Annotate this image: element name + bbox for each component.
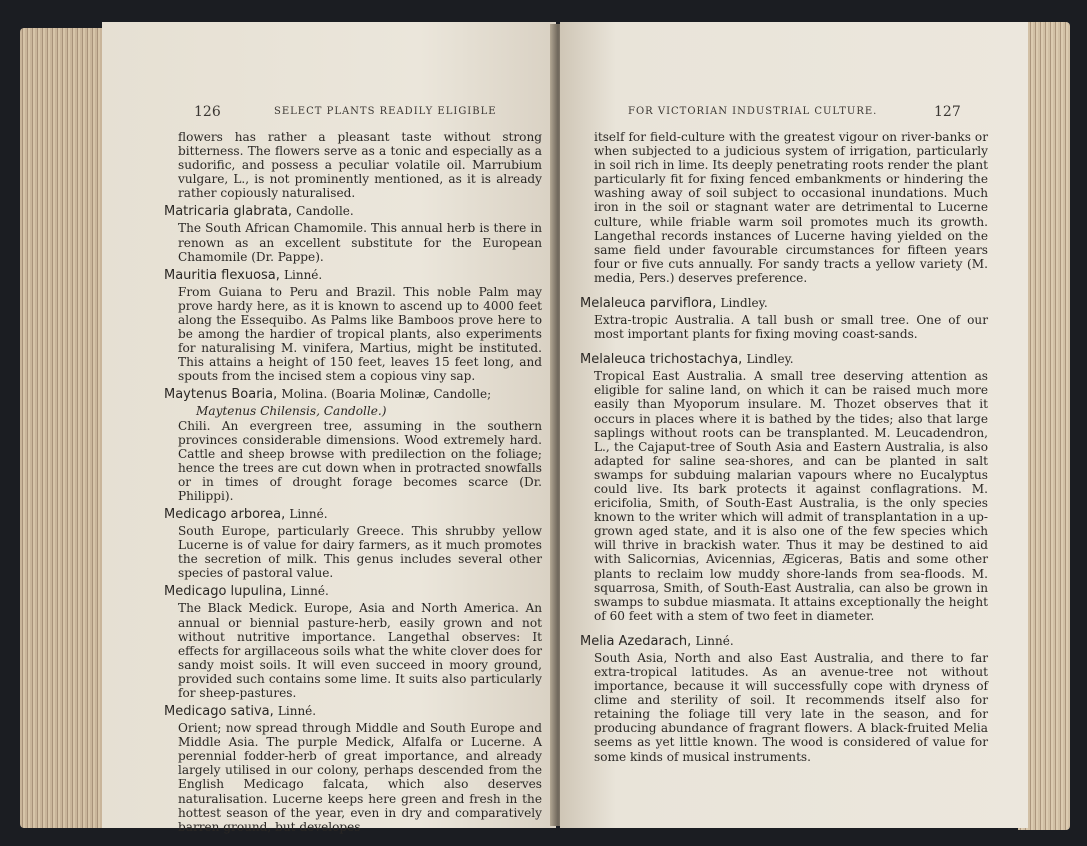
entry-heading [164, 267, 542, 284]
species-name: Maytenus Boaria, [164, 387, 278, 403]
synonym: Maytenus Chilensis, Candolle.) [196, 404, 387, 419]
entry-text: The Black Medick. Europe, Asia and North America. An annual or biennial pasture-herb, easily grown and not without nutritive importance. Langethal observes: It effects for argillaceous soils what the white clover does for sandy moist soils. It will even succeed in moory ground, provided such contains some lime. It suits also particularly for sheep-pastures. [178, 601, 542, 700]
entry-heading [580, 633, 988, 650]
entry [580, 633, 988, 764]
entry-heading [580, 295, 988, 312]
species-name: Medicago sativa, [164, 704, 274, 720]
entry-text: From Guiana to Peru and Brazil. This noble Palm may prove hardy here, as it is known to ascend up to 4000 feet along the Essequibo. As Palms like Bamboos prove here to be among the hardier of tropical plants, also experiments for naturalising M. vinifera, Martius, might be instituted. This attains a height of 150 feet, leaves 15 feet long, and spouts from the incised stem a copious viny sap. [178, 284, 542, 384]
running-head: FOR VICTORIAN INDUSTRIAL CULTURE. [628, 106, 878, 117]
entry-text: Tropical East Australia. A small tree deserving attention as eligible for saline land, on which it can be raised much more easily than Myoporum insulare. M. Thozet observes that it occurs in places where it is bathed by the tides; also that large saplings without roots can be transplanted. M. Leucadendron, L., the Cajaput-tree of South Asia and Eastern Australia, is also adapted for saline sea-shores, and can be planted in salt swamps for subduing malarian vapours where no Eucalyptus could live. Its bark protects it against conflagrations. M. ericifolia, Smith, of South-East Australia, is the only species known to the writer which will admit of transplantation in a up-grown aged state, and it is also one of the few species which will thrive in brackish water. Thus it may be destined to aid with Salicornias, Avicennias, Ægiceras, Batis and some other plants to reclaim low muddy shore-lands from sea-floods. M. squarrosa, Smith, of South-East Australia, can also be grown in swamps to subdue miasmata. It attains exceptionally the height of 60 feet with a stem of two feet in diameter. [594, 369, 988, 623]
authority: Linné. [290, 584, 329, 599]
authority: Linné. [277, 704, 317, 719]
page-number: 127 [934, 104, 961, 120]
authority: Lindley. [720, 296, 768, 311]
authority: Linné. [289, 507, 328, 522]
entry [164, 267, 542, 384]
entry-heading [164, 203, 542, 220]
right-page [560, 22, 1028, 828]
entry [164, 506, 542, 581]
entry-heading [164, 703, 542, 720]
entry-text: Chili. An evergreen tree, assuming in the southern provinces considerable dimensions. Wood extremely hard. Cattle and sheep browse with predilection on the foliage; hence the trees are cut down when in protracted snowfalls or in times of drought forage becomes scarce (Dr. Philippi). [178, 418, 542, 503]
entry-text: South Asia, North and also East Australia, and there to far extra-tropical latitudes. As an avenue-tree not without importance, because it will successfully cope with dryness of clime and sterility of soil. It recommends itself also for retaining the foliage till very late in the season, and for producing abundance of fragrant flowers. A black-fruited Melia seems as yet little known. The wood is considered of value for some kinds of musical instruments. [594, 650, 988, 764]
authority: Molina. (Boaria Molinæ, Candolle; [281, 387, 492, 402]
entry-text: The South African Chamomile. This annual herb is there in renown as an excellent substitute for the European Chamomile (Dr. Pappe). [178, 221, 542, 264]
entry-text: Orient; now spread through Middle and South Europe and Middle Asia. The purple Medick, Alfalfa or Lucerne. A perennial fodder-herb of great importance, and already largely utilised in our colony, perhaps descended from the English Medicago falcata, which also deserves naturalisation. Lucerne keeps here green and fresh in the hottest season of the year, even in dry and comparatively barren ground, but developes [178, 721, 542, 834]
page-text [164, 130, 542, 834]
open-book [14, 18, 1076, 836]
page-text [580, 130, 988, 764]
species-name: Melia Azedarach, [580, 633, 692, 649]
left-page [102, 22, 556, 834]
continuation-text: itself for field-culture with the greatest vigour on river-banks or when subjected to a judicious system of irrigation, particularly in soil rich in lime. Its deeply penetrating roots render the plant particularly fit for fixing fenced embankments or hindering the washing away of soil subject to occasional inundations. Much iron in the soil or stagnant water are detrimental to Lucerne culture, while friable warm soil promotes much its growth. Langethal records instances of Lucerne having yielded on the same field under favourable circumstances for fifteen years four or five cuts annually. For sandy tracts a yellow variety (M. media, Pers.) deserves preference. [594, 130, 988, 285]
entry [164, 703, 542, 834]
running-head: SELECT PLANTS READILY ELIGIBLE [274, 106, 497, 117]
entry-text: Extra-tropic Australia. A tall bush or small tree. One of our most important plants for fixing moving coast-sands. [594, 313, 988, 342]
species-name: Melaleuca trichostachya, [580, 352, 743, 368]
entry-text: South Europe, particularly Greece. This shrubby yellow Lucerne is of value for dairy farmers, as it much promotes the secretion of milk. This genus includes several other species of pastoral value. [178, 524, 542, 581]
species-name: Medicago arborea, [164, 507, 286, 523]
entry-heading [164, 583, 542, 600]
species-name: Matricaria glabrata, [164, 204, 292, 220]
authority: Linné. [695, 633, 734, 648]
entry-heading [164, 506, 542, 523]
species-name: Medicago lupulina, [164, 584, 287, 600]
authority: Linné. [284, 267, 323, 282]
entry [580, 351, 988, 623]
continuation-text: flowers has rather a pleasant taste without strong bitterness. The flowers serve as a tonic and especially as a sudorific, and possess a peculiar volatile oil. Marrubium vulgare, L., is not prominently mentioned, as it is already rather copiously naturalised. [178, 130, 542, 201]
authority: Candolle. [296, 204, 354, 219]
species-name: Mauritia flexuosa, [164, 267, 280, 283]
entry-heading [164, 386, 542, 403]
entry [164, 386, 542, 503]
entry [164, 203, 542, 264]
entry-heading [580, 351, 988, 368]
authority: Lindley. [746, 352, 794, 367]
entry [580, 295, 988, 342]
entry [164, 583, 542, 700]
page-number: 126 [194, 104, 221, 120]
species-name: Melaleuca parviflora, [580, 296, 717, 312]
